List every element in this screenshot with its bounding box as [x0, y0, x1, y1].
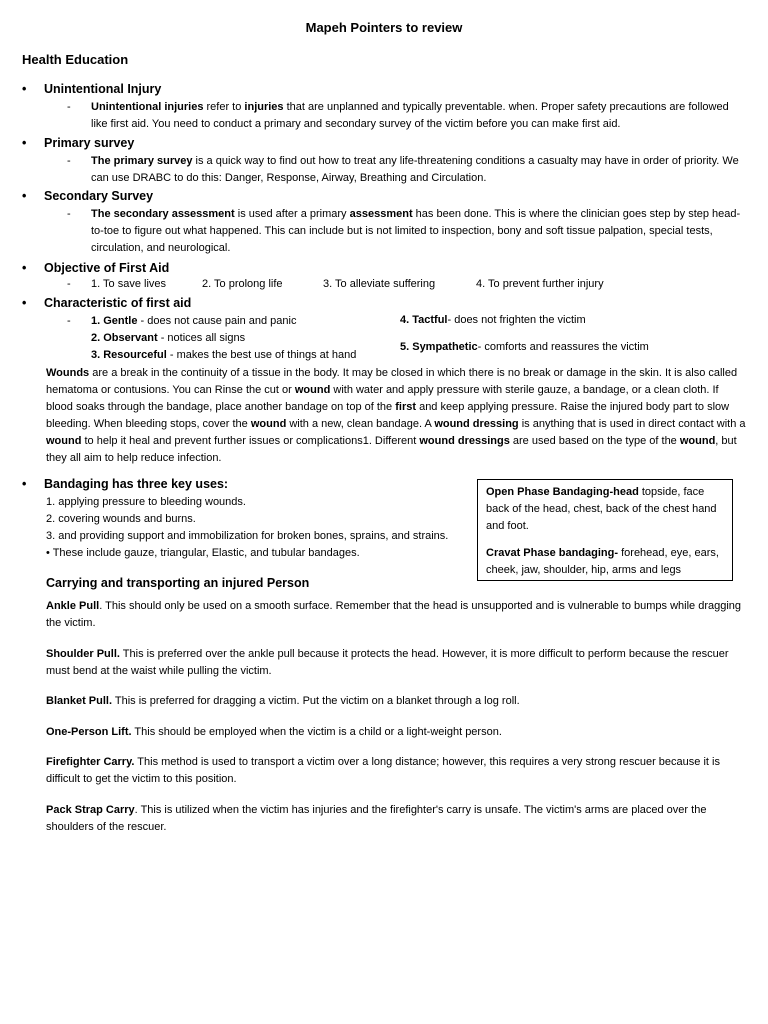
bullet-heading: Objective of First Aid: [44, 261, 170, 275]
bullet-icon: •: [22, 477, 27, 491]
bullet-secondary-survey: [22, 189, 153, 203]
bullet-objective-first-aid: [22, 261, 169, 275]
cravat-phase-text: Cravat Phase bandaging- forehead, eye, ears, cheek, jaw, shoulder, hip, arms and legs: [486, 547, 719, 576]
secondary-description: [67, 206, 746, 257]
dash-icon: -: [67, 101, 71, 113]
bullet-icon: •: [22, 296, 27, 310]
carry-item: One-Person Lift. This should be employed when the victim is a child or a light-weight person.: [46, 726, 502, 738]
dash-icon: -: [67, 155, 71, 167]
bullet-primary-survey: [22, 136, 134, 150]
carry-item: Ankle Pull. This should only be used on a smooth surface. Remember that the head is unsupported and is vulnerable to bumps while dragging the victim.: [46, 600, 742, 629]
bold-term: The secondary assessment: [91, 208, 235, 220]
list-item: 3. and providing support and immobilization for broken bones, sprains, and strains.: [46, 530, 449, 542]
characteristic-item: 3. Resourceful - makes the best use of things at hand: [91, 349, 357, 361]
primary-description: [67, 153, 746, 187]
dash-icon: -: [67, 315, 71, 327]
bullet-icon: •: [22, 136, 27, 150]
bold-term: assessment: [349, 208, 413, 220]
list-item: 2. covering wounds and burns.: [46, 513, 196, 525]
bullet-icon: •: [22, 82, 27, 96]
open-phase-text: Open Phase Bandaging-head topside, face back of the head, chest, back of the chest hand and foot.: [486, 486, 717, 532]
carry-item: Firefighter Carry. This method is used to transport a victim over a long distance; however, this requires a very strong rescuer because it is difficult to get the victim to this position.: [46, 756, 720, 785]
body-text: is used after a primary: [234, 208, 350, 220]
characteristic-item: 1. Gentle - does not cause pain and panic: [91, 315, 297, 327]
list-item: • These include gauze, triangular, Elastic, and tubular bandages.: [46, 547, 360, 559]
bandaging-box: [477, 479, 733, 581]
objective-item: 2. To prolong life: [202, 278, 283, 290]
bullet-heading: Unintentional Injury: [44, 82, 162, 96]
bullet-unintentional-injury: [22, 82, 161, 96]
carry-item: Blanket Pull. This is preferred for dragging a victim. Put the victim on a blanket through a log roll.: [46, 695, 520, 707]
bullet-heading: Primary survey: [44, 136, 135, 150]
carrying-heading: Carrying and transporting an injured Person: [46, 576, 310, 590]
bullet-icon: •: [22, 189, 27, 203]
bullet-heading: Secondary Survey: [44, 189, 154, 203]
bandaging-list: [46, 494, 448, 562]
characteristic-item: 4. Tactful- does not frighten the victim: [400, 314, 586, 326]
wounds-paragraph: Wounds are a break in the continuity of a tissue in the body. It may be closed in which there is no break or damage in the skin. It is also called hematoma or contusions. You can Rinse the cut or wound with water and apply pressure with sterile gauze, a bandage, or a clean cloth. If blood soaks through the bandage, place another bandage on top of the first and keep applying pressure. Raise the injured body part to slow bleeding. When bleeding stops, cover the wound with a new, clean bandage. A wound dressing is anything that is used in direct contact with a wound to help it heal and prevent further issues or complications1. Different wound dressings are used based on the type of the wound, but they all aim to help reduce infection.: [46, 367, 746, 464]
dash-icon: -: [67, 208, 71, 220]
characteristic-item: 5. Sympathetic- comforts and reassures the victim: [400, 341, 649, 353]
bullet-icon: •: [22, 261, 27, 275]
unintentional-description: [67, 99, 746, 133]
section-heading: Health Education: [22, 52, 129, 67]
carry-item: Pack Strap Carry. This is utilized when the victim has injuries and the firefighter's carry is unsafe. The victim's arms are placed over the shoulders of the rescuer.: [46, 804, 707, 833]
list-item: 1. applying pressure to bleeding wounds.: [46, 496, 246, 508]
body-text: is a quick way to find out how to treat any life-threatening conditions a casualty may have in order of priority. We can use DRABC to do this: Danger, Response, Airway, Breathing and Circulation.: [91, 155, 739, 184]
characteristic-item: 2. Observant - notices all signs: [91, 332, 246, 344]
body-text: has been done. This is where the clinician goes step by step head-to-toe to figure out what happened. This can include but is not limited to inspection, bony and soft tissue palpation, special tests, circulation, and neurological.: [91, 208, 741, 254]
objective-item: 4. To prevent further injury: [476, 278, 604, 290]
carry-item: Shoulder Pull. This is preferred over the ankle pull because it protects the head. However, it is more difficult to perform because the rescuer must bend at the waist while pulling the victim.: [46, 648, 729, 677]
bullet-heading: Bandaging has three key uses:: [44, 477, 229, 491]
bold-term: injuries: [244, 101, 284, 113]
bold-term: The primary survey: [91, 155, 193, 167]
body-text: refer to: [203, 101, 245, 113]
bullet-heading: Characteristic of first aid: [44, 296, 192, 310]
dash-icon: -: [67, 278, 71, 290]
objective-item: 3. To alleviate suffering: [323, 278, 436, 290]
bullet-bandaging: [22, 477, 228, 491]
document-title: Mapeh Pointers to review: [305, 20, 463, 35]
bold-term: Unintentional injuries: [91, 101, 204, 113]
body-text: that are unplanned and typically preventable. when. Proper safety precautions are followed like first aid. You need to conduct a primary and secondary survey of the victim before you can make first aid.: [91, 101, 729, 130]
bullet-characteristic-first-aid: [22, 296, 191, 310]
objective-item: 1. To save lives: [91, 278, 167, 290]
